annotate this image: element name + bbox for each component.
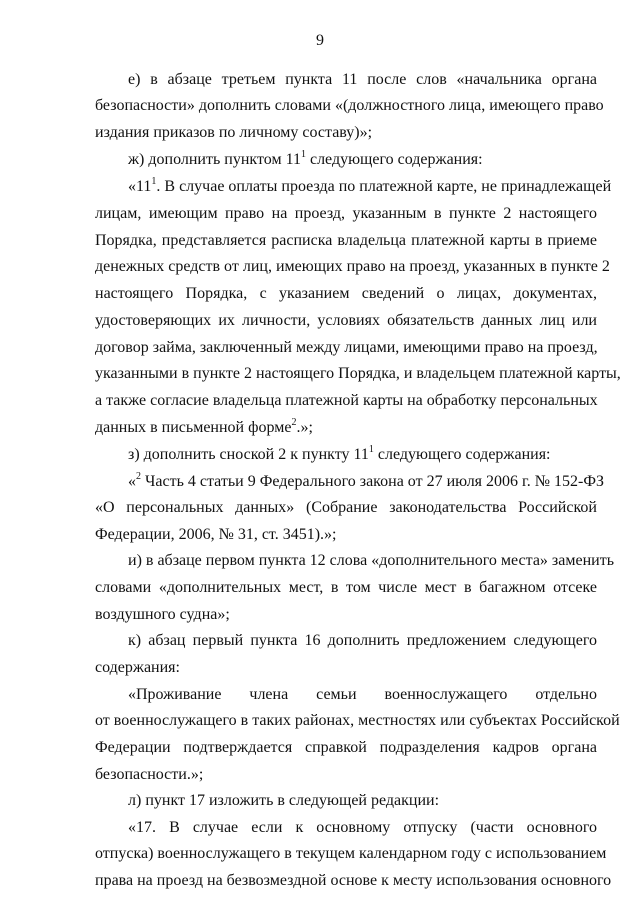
line-text: права на проезд на безвозмездной основе к месту использования основного — [95, 872, 612, 889]
text-line — [128, 791, 597, 811]
footnote-superscript: 2 — [291, 416, 297, 428]
text-line — [95, 871, 612, 891]
text-line — [95, 257, 610, 277]
line-text: е) в абзаце третьем пункта 11 после слов «начальника органа — [128, 71, 597, 88]
line-text: «11 — [128, 178, 152, 195]
text-line — [95, 311, 597, 331]
line-text: и) в абзаце первом пункта 12 слова «дополнительного места» заменить — [128, 552, 614, 569]
line-text: указанными в пункте 2 настоящего Порядка, и владельцем платежной карты, — [95, 365, 621, 382]
footnote-superscript: 1 — [151, 175, 157, 187]
text-line — [128, 150, 597, 170]
line-text: лицам, имеющим право на проезд, указанным в пункте 2 настоящего — [95, 205, 597, 222]
text-line — [95, 338, 597, 358]
text-line — [95, 123, 597, 143]
text-line — [128, 70, 597, 90]
text-line — [128, 175, 612, 197]
text-line — [128, 470, 605, 492]
line-text: настоящего Порядка, с указанием сведений о лицах, документах, — [95, 285, 597, 302]
line-text: договор займа, заключенный между лицами, имеющими право на проезд, — [95, 339, 598, 356]
line-text: содержания: — [95, 659, 180, 676]
line-text-continued: .»; — [296, 419, 313, 436]
line-text: к) абзац первый пункта 16 дополнить предложением следующего — [128, 632, 597, 649]
text-line — [128, 445, 597, 465]
text-line — [95, 605, 597, 625]
line-text: издания приказов по личному составу)»; — [95, 124, 373, 141]
line-text: Федерации, 2006, № 31, ст. 3451).»; — [95, 526, 337, 543]
text-line — [95, 578, 597, 598]
line-text: безопасности» дополнить словами «(должностного лица, имеющего право — [95, 97, 604, 114]
text-line — [95, 844, 607, 864]
text-line — [95, 765, 597, 785]
line-text: словами «дополнительных мест, в том числе мест в багажном отсеке — [95, 579, 597, 596]
line-text: л) пункт 17 изложить в следующей редакции: — [128, 792, 440, 809]
line-text: Федерации подтверждается справкой подразделения кадров органа — [95, 739, 597, 756]
line-text: воздушного судна»; — [95, 606, 230, 623]
text-line — [95, 498, 597, 518]
line-text: Порядка, представляется расписка владельца платежной карты в приеме — [95, 232, 597, 249]
footnote-superscript: 1 — [368, 443, 374, 455]
line-text: безопасности.»; — [95, 766, 204, 783]
text-line — [128, 818, 597, 838]
line-text-continued: следующего содержания: — [373, 446, 551, 463]
text-line — [95, 525, 597, 545]
footnote-superscript: 1 — [300, 148, 306, 160]
line-text: отпуска) военнослужащего в текущем календарном году с использованием — [95, 845, 607, 862]
footnote-superscript: 2 — [136, 470, 141, 482]
line-text: а также согласие владельца платежной карты на обработку персональных — [95, 392, 598, 409]
text-line — [95, 231, 597, 251]
line-text: удостоверяющих их личности, условиях обязательств данных лиц или — [95, 312, 597, 329]
text-line — [95, 204, 597, 224]
page-number: 9 — [316, 32, 324, 49]
line-text: «Проживание члена семьи военнослужащего отдельно — [128, 686, 597, 703]
line-text: «О персональных данных» (Собрание законодательства Российской — [95, 499, 597, 516]
text-line — [128, 685, 597, 705]
text-line — [95, 658, 597, 678]
text-line — [128, 631, 597, 651]
line-text: от военнослужащего в таких районах, местностях или субъектах Российской — [95, 712, 620, 729]
line-text: з) дополнить сноской 2 к пункту 11 — [128, 446, 369, 463]
text-line — [95, 284, 597, 304]
line-text: « — [128, 473, 136, 490]
line-text-continued: Часть 4 статьи 9 Федерального закона от 27 июля 2006 г. № 152-ФЗ — [141, 473, 605, 490]
line-text: денежных средств от лиц, имеющих право на проезд, указанных в пункте 2 — [95, 258, 610, 275]
line-text-continued: следующего содержания: — [305, 151, 483, 168]
text-line — [128, 551, 614, 571]
line-text: данных в письменной форме — [95, 419, 292, 436]
text-line — [95, 711, 620, 731]
text-line — [95, 96, 604, 116]
text-line — [95, 418, 597, 438]
line-text: «17. В случае если к основному отпуску (части основного — [128, 819, 597, 836]
line-text: ж) дополнить пунктом 11 — [128, 151, 301, 168]
text-line — [95, 364, 621, 384]
text-line — [95, 391, 597, 411]
text-line — [95, 738, 597, 758]
line-text-continued: . В случае оплаты проезда по платежной карте, не принадлежащей — [156, 178, 612, 195]
